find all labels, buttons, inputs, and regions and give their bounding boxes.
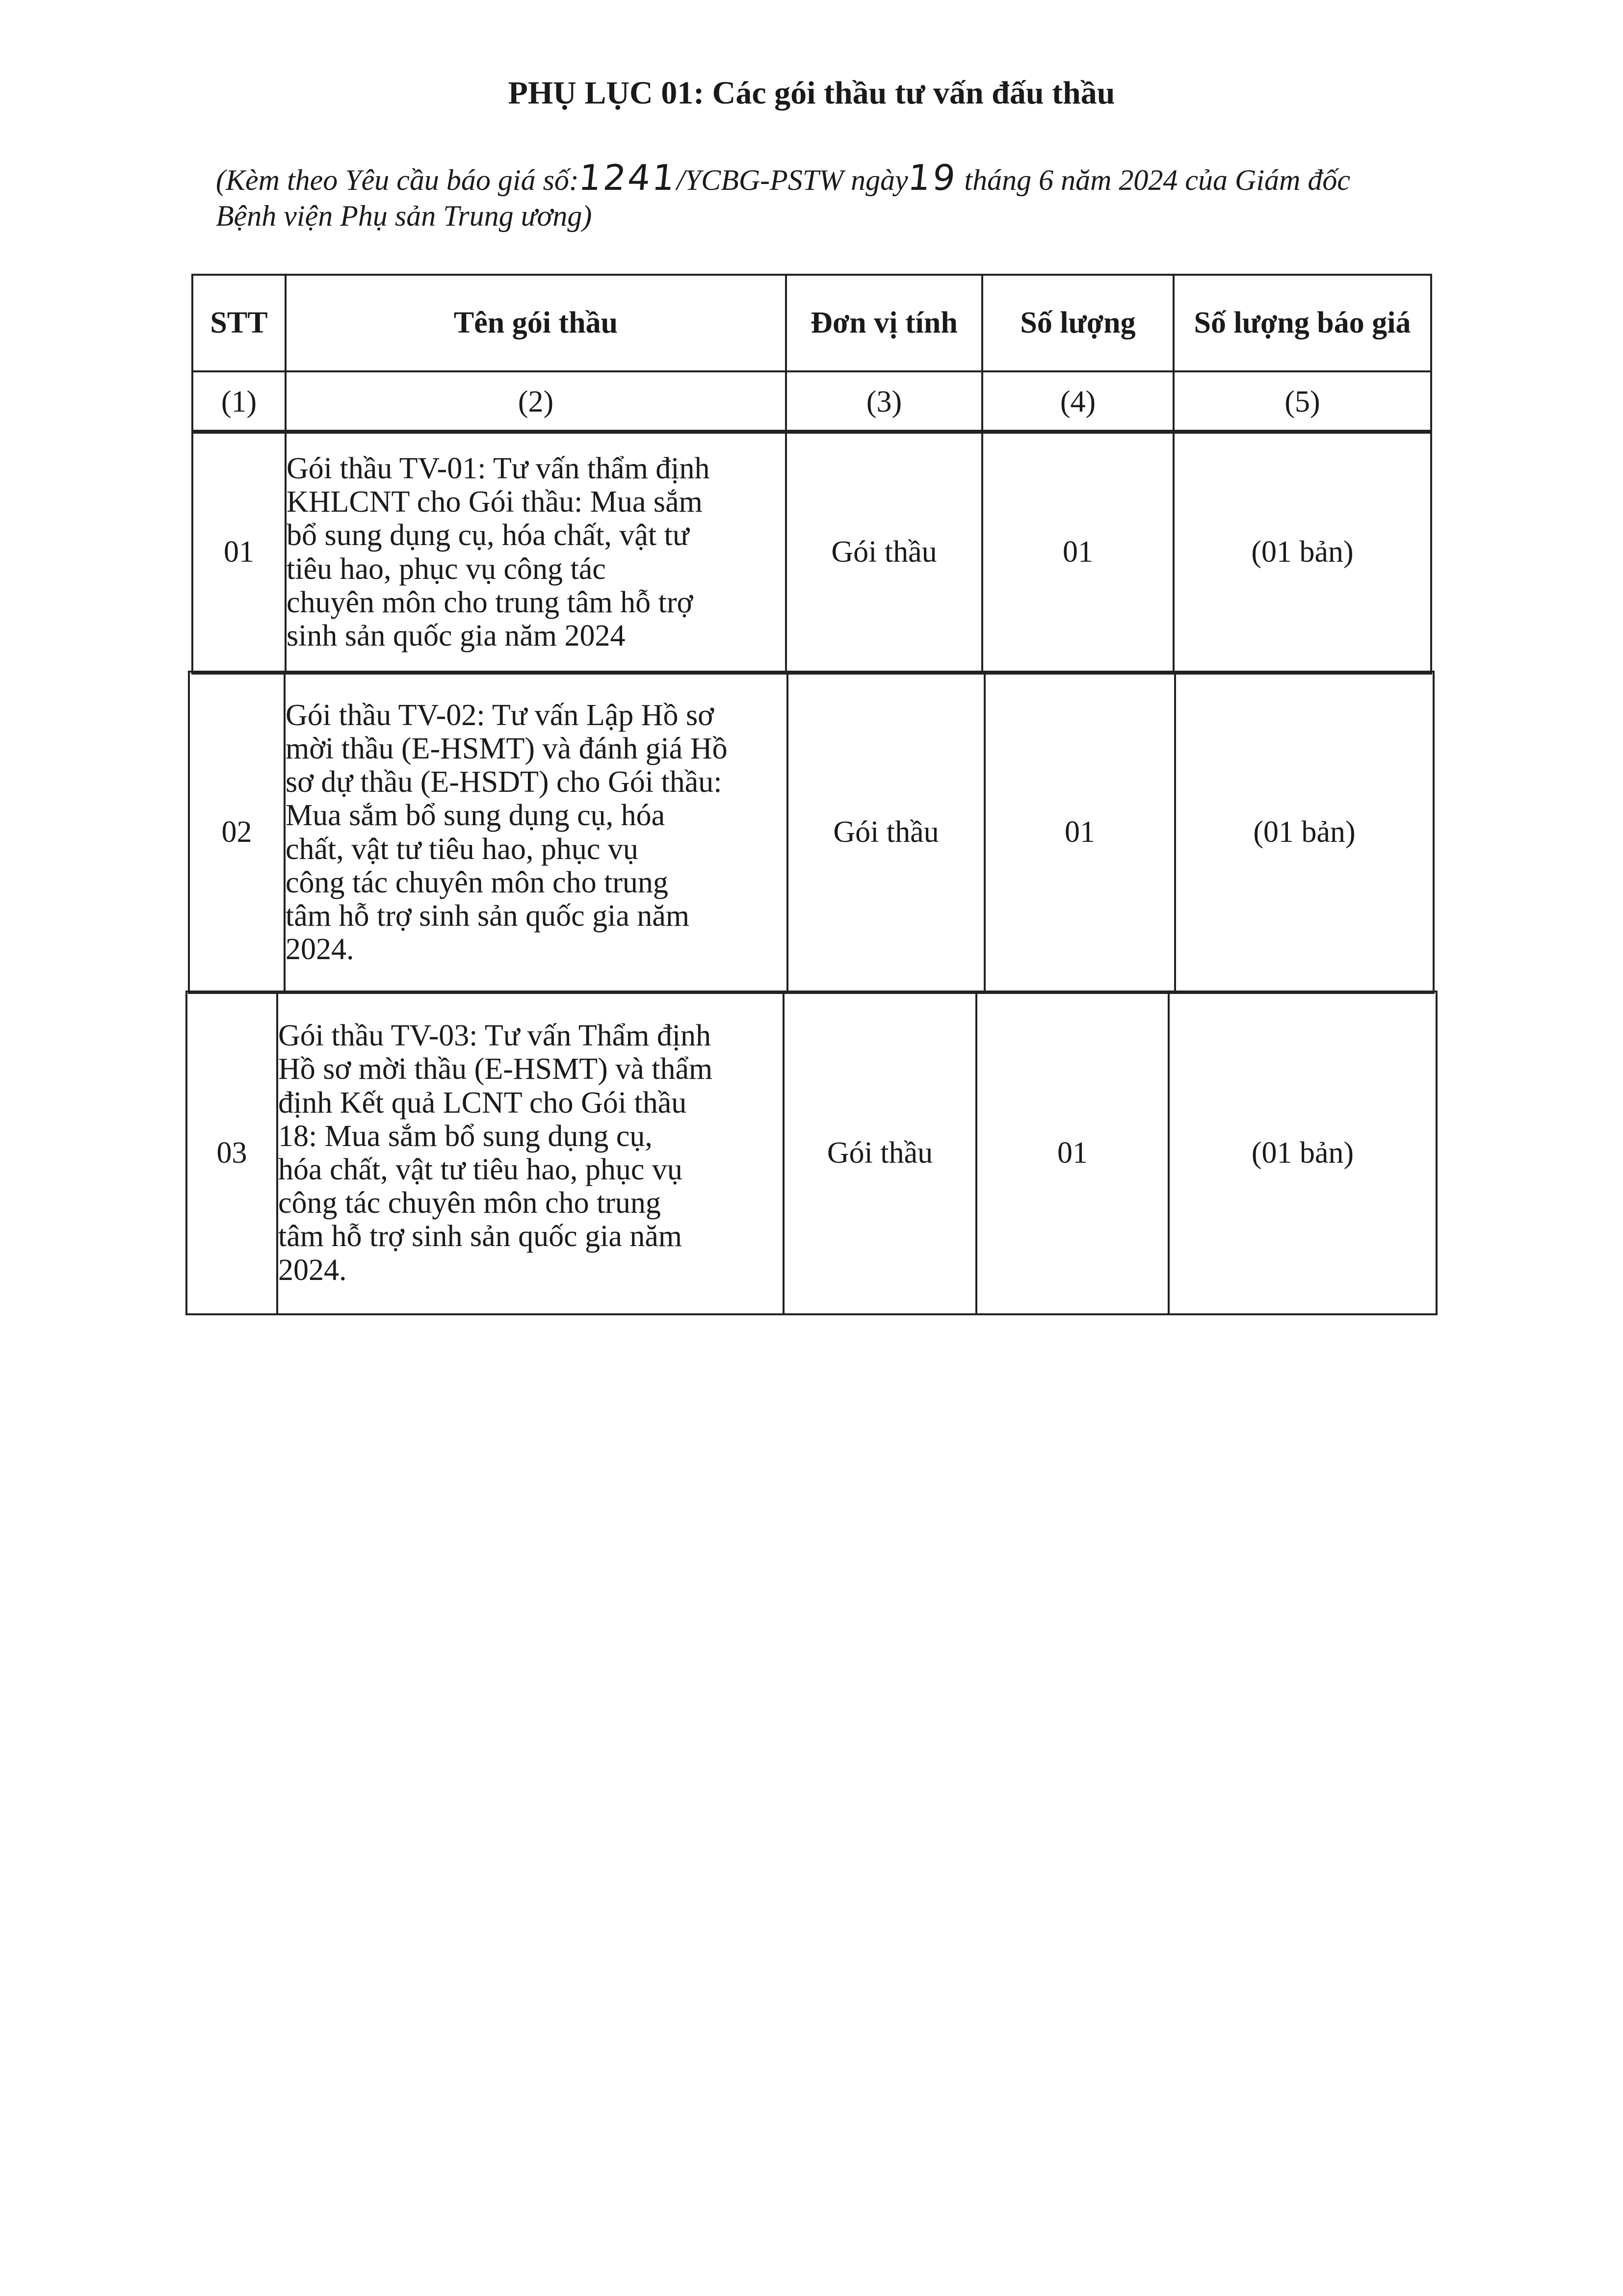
package-name-line: tâm hỗ trợ sinh sản quốc gia năm <box>286 899 690 933</box>
package-name-line: bổ sung dụng cụ, hóa chất, vật tư <box>287 519 689 552</box>
column-number: (2) <box>286 371 786 433</box>
table-row <box>186 991 1437 1314</box>
table-row <box>189 672 1434 993</box>
header-quote-quantity: Số lượng báo giá <box>1174 275 1431 371</box>
package-name-line: định Kết quả LCNT cho Gói thầu <box>278 1086 687 1120</box>
package-name-line: sinh sản quốc gia năm 2024 <box>287 619 626 652</box>
row-quote-quantity: (01 bản) <box>1169 991 1437 1314</box>
package-name-line: Gói thầu TV-01: Tư vấn thẩm định <box>287 451 710 485</box>
column-number-row <box>192 371 1431 433</box>
table-header-row <box>192 275 1431 371</box>
column-number: (5) <box>1174 371 1431 433</box>
package-name-line: KHLCNT cho Gói thầu: Mua sắm <box>287 485 703 519</box>
column-number: (3) <box>786 371 982 433</box>
package-name-line: chuyên môn cho trung tâm hỗ trợ <box>287 585 693 619</box>
row-unit: Gói thầu <box>786 431 982 674</box>
package-name-line: Hồ sơ mời thầu (E-HSMT) và thẩm <box>278 1052 713 1086</box>
package-name-line: tâm hỗ trợ sinh sản quốc gia năm <box>278 1220 682 1253</box>
row-package-name <box>286 431 786 674</box>
column-number: (1) <box>192 371 286 433</box>
subtitle-text-1: (Kèm theo Yêu cầu báo giá số: <box>216 164 579 196</box>
row-package-name <box>277 991 784 1314</box>
bid-packages-table-row-03 <box>185 991 1438 1315</box>
package-name-line: tiêu hao, phục vụ công tác <box>287 552 606 586</box>
row-quote-quantity: (01 bản) <box>1174 431 1431 674</box>
package-name-line: Mua sắm bổ sung dụng cụ, hóa <box>286 799 665 833</box>
row-quantity: 01 <box>982 431 1174 674</box>
row-unit: Gói thầu <box>784 991 976 1314</box>
subtitle-text-line2: Bệnh viện Phụ sản Trung ương) <box>216 199 592 232</box>
row-unit: Gói thầu <box>787 672 985 993</box>
subtitle-text-2: /YCBG-PSTW ngày <box>677 164 908 196</box>
header-quantity: Số lượng <box>982 275 1174 371</box>
bid-packages-table <box>191 274 1432 434</box>
package-name-line: Gói thầu TV-02: Tư vấn Lập Hồ sơ <box>286 698 714 732</box>
header-stt: STT <box>192 275 286 371</box>
row-package-name <box>285 672 787 993</box>
bid-packages-table-row-02 <box>188 671 1435 994</box>
row-stt: 03 <box>186 991 277 1314</box>
package-name-line: 2024. <box>278 1253 347 1287</box>
row-quantity: 01 <box>985 672 1175 993</box>
header-package-name: Tên gói thầu <box>286 275 786 371</box>
table-row <box>192 431 1431 674</box>
package-name-line: Gói thầu TV-03: Tư vấn Thẩm định <box>278 1019 711 1053</box>
page-title: PHỤ LỤC 01: Các gói thầu tư vấn đấu thầu <box>508 75 1115 111</box>
column-number: (4) <box>982 371 1174 433</box>
package-name-line: chất, vật tư tiêu hao, phục vụ <box>286 832 638 866</box>
subtitle-text-3: tháng 6 năm 2024 của Giám đốc <box>957 164 1351 196</box>
header-unit: Đơn vị tính <box>786 275 982 371</box>
bid-packages-table-row-01 <box>191 430 1432 675</box>
package-name-line: công tác chuyên môn cho trung <box>286 865 668 899</box>
row-quantity: 01 <box>976 991 1169 1314</box>
handwritten-day: 19 <box>906 157 959 198</box>
row-stt: 01 <box>192 431 286 674</box>
handwritten-request-number: 1241 <box>576 157 679 198</box>
package-name-line: mời thầu (E-HSMT) và đánh giá Hồ <box>286 731 728 765</box>
package-name-line: hóa chất, vật tư tiêu hao, phục vụ <box>278 1153 682 1186</box>
row-quote-quantity: (01 bản) <box>1175 672 1434 993</box>
package-name-line: sơ dự thầu (E-HSDT) cho Gói thầu: <box>286 765 722 799</box>
package-name-line: 2024. <box>286 933 354 966</box>
package-name-line: công tác chuyên môn cho trung <box>278 1186 661 1220</box>
document-subtitle <box>216 157 1442 234</box>
package-name-line: 18: Mua sắm bổ sung dụng cụ, <box>278 1119 653 1153</box>
row-stt: 02 <box>189 672 285 993</box>
